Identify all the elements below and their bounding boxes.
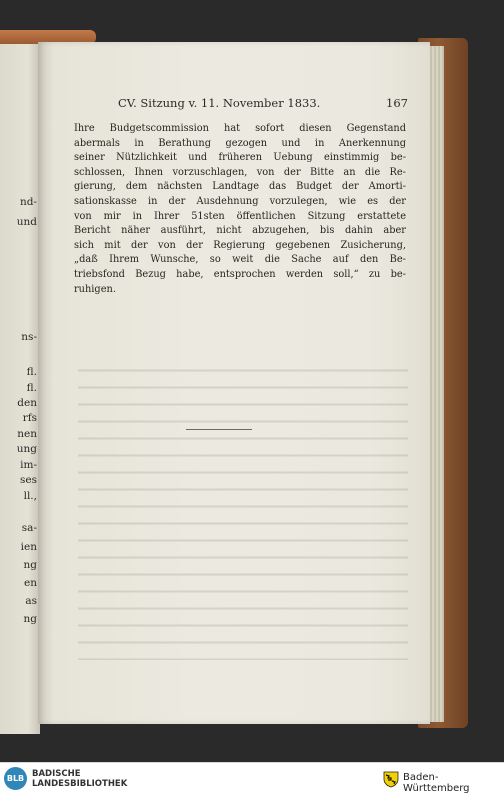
left-page-fragment: sa- (21, 522, 37, 534)
text-line: Bericht näher ausführt, nicht abzugehen, bis dahin aber (74, 225, 406, 237)
text-line: Ihre Budgetscommission hat sofort diesen Gegenstand (74, 123, 406, 134)
book-page (38, 42, 430, 724)
left-page-fragment: ll., (23, 490, 37, 502)
left-page-fragment: fl. (26, 382, 37, 394)
left-page-fragment: rfs (22, 412, 37, 424)
body-text (74, 122, 406, 297)
left-page-fragment: ses (20, 474, 37, 486)
left-page-fragment: ng (23, 559, 37, 571)
left-page-fragment: nen (17, 428, 37, 440)
text-line: gierung, dem nächsten Landtage das Budget der Amorti- (74, 181, 406, 193)
text-line: sich mit der von der Regierung gegebenen Zusicherung, (74, 239, 406, 251)
page-header (78, 96, 408, 114)
text-line: ruhigen. (74, 283, 116, 295)
running-head: CV. Sitzung v. 11. November 1833. (118, 96, 321, 110)
bleed-through-text (78, 360, 408, 660)
text-line: schlossen, Ihnen vorzuschlagen, von der Bitte an die Re- (74, 166, 406, 178)
text-line: sationskasse in der Ausdehnung vorzulegen, wie es der (74, 195, 406, 207)
text-line: seiner Nützlichkeit und früheren Uebung einstimmig be- (74, 152, 406, 164)
bw-crest-icon[interactable] (383, 770, 399, 788)
previous-page-edge (0, 44, 40, 734)
section-divider (186, 429, 252, 430)
left-page-fragment: ien (20, 541, 37, 553)
left-page-fragment: fl. (26, 366, 37, 378)
viewer-footer (0, 762, 504, 793)
text-line: triebsfond Bezug habe, entsprochen werden soll,“ zu be- (74, 268, 406, 280)
page-number: 167 (386, 96, 408, 110)
left-page-fragment: ns- (21, 331, 37, 343)
left-page-fragment: im- (20, 459, 37, 471)
blb-name[interactable] (32, 769, 127, 789)
left-page-fragment: nd- (19, 196, 37, 208)
left-page-fragment: en (24, 577, 37, 589)
left-page-fragment: ung (16, 443, 37, 455)
left-page-fragment: as (25, 595, 37, 607)
blb-name-line1: BADISCHE (32, 769, 81, 779)
left-page-fragment: und (16, 216, 37, 228)
left-page-fragment: ng (23, 613, 37, 625)
blb-name-line2: LANDESBIBLIOTHEK (32, 779, 128, 789)
blb-logo[interactable]: BLB (4, 767, 27, 790)
text-line: von mir in Ihrer 51sten öffentlichen Sitzung erstattete (74, 210, 406, 222)
left-page-fragment: den (17, 397, 37, 409)
bw-name[interactable]: Baden-Württemberg (403, 772, 470, 793)
text-line: „daß Ihrem Wunsche, so weit die Sache auf den Be- (74, 254, 406, 266)
text-line: abermals in Berathung gezogen und in Anerkennung (74, 137, 406, 149)
